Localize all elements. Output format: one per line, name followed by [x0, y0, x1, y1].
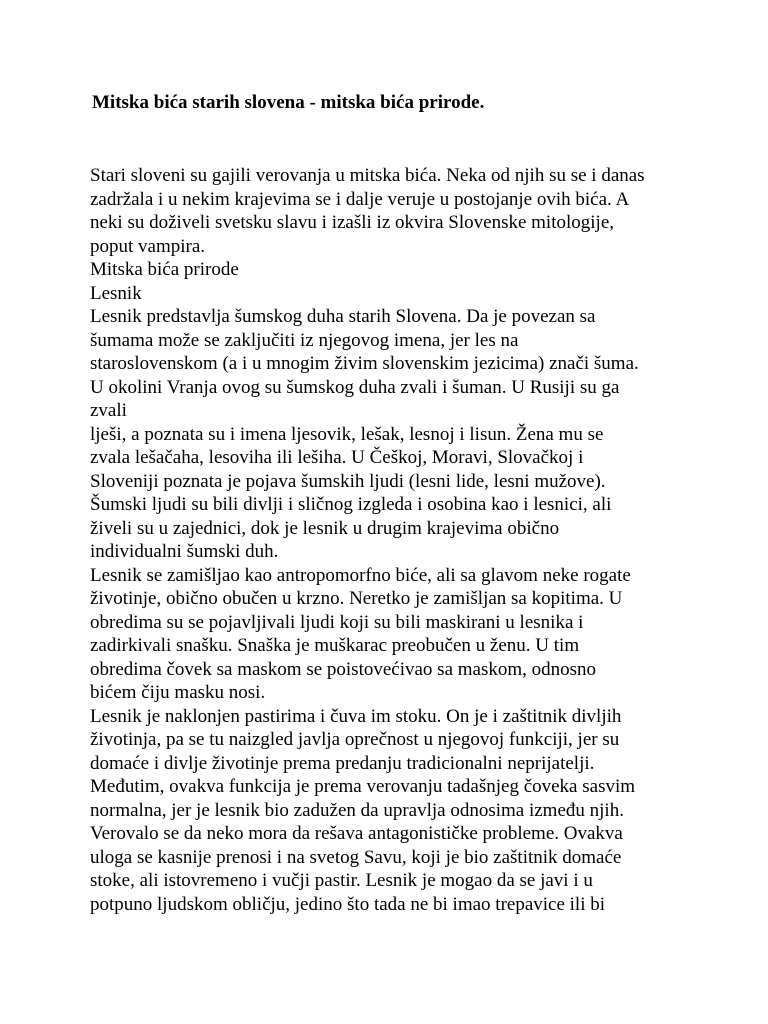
body-line: normalna, jer je lesnik bio zadužen da upravlja odnosima između njih.	[90, 799, 624, 821]
body-line: zadirkivali snašku. Snaška je muškarac preobučen u ženu. U tim	[90, 635, 580, 656]
body-line: individualni šumski duh.	[90, 541, 279, 562]
body-line: zvala lešačaha, lesoviha ili lešiha. U Češkoj, Moravi, Slovačkoj i	[90, 447, 584, 468]
body-line: životinja, pa se tu naizgled javlja oprečnost u njegovoj funkciji, jer su	[90, 729, 620, 750]
body-line: šumama može se zaključiti iz njegovog imena, jer les na	[90, 329, 519, 351]
body-line: zadržala i u nekim krajevima se i dalje veruje u postojanje ovih bića. A	[90, 188, 630, 210]
body-line: Lesnik se zamišljao kao antropomorfno biće, ali sa glavom neke rogate	[90, 564, 631, 586]
body-line: Lesnik je naklonjen pastirima i čuva im stoku. On je i zaštitnik divljih	[90, 705, 622, 727]
body-line: lješi, a poznata su i imena ljesovik, lešak, lesnoj i lisun. Žena mu se	[90, 423, 604, 445]
body-line: Verovalo se da neko mora da rešava antagonističke probleme. Ovakva	[90, 823, 623, 844]
body-line: uloga se kasnije prenosi i na svetog Savu, koji je bio zaštitnik domaće	[90, 846, 622, 868]
body-line: Stari sloveni su gajili verovanja u mitska bića. Neka od njih su se i danas	[90, 165, 645, 186]
body-line: živeli su u zajednici, dok je lesnik u drugim krajevima obično	[90, 517, 560, 539]
body-line: U okolini Vranja ovog su šumskog duha zvali i šuman. U Rusiji su ga	[90, 376, 620, 398]
body-line: Sloveniji poznata je pojava šumskih ljudi (lesni lide, lesni mužove).	[90, 470, 606, 492]
document-body	[90, 164, 750, 916]
body-line: potpuno ljudskom obličju, jedino što tada ne bi imao trepavice ili bi	[90, 893, 606, 915]
body-line: obredima čovek sa maskom se poistovećivao sa maskom, odnosno	[90, 658, 597, 680]
body-line: poput vampira.	[90, 235, 206, 257]
body-line: neki su doživeli svetsku slavu i izašli iz okvira Slovenske mitologije,	[90, 212, 615, 233]
document-title: Mitska bića starih slovena - mitska bića prirode.	[92, 92, 485, 113]
body-line: Mitska bića prirode	[90, 259, 239, 280]
body-line: staroslovenskom (a i u mnogim živim slovenskim jezicima) znači šuma.	[90, 353, 639, 374]
body-line: stoke, ali istovremeno i vučji pastir. Lesnik je mogao da se javi i u	[90, 870, 593, 891]
body-line: Šumski ljudi su bili divlji i sličnog izgleda i osobina kao i lesnici, ali	[90, 494, 612, 515]
body-line: obredima su se pojavljivali ljudi koji su bili maskirani u lesnika i	[90, 611, 584, 633]
body-line: životinje, obično obučen u krzno. Neretko je zamišljan sa kopitima. U	[90, 588, 623, 609]
body-line: domaće i divlje životinje prema predanju tradicionalni neprijatelji.	[90, 752, 595, 774]
body-line: zvali	[90, 400, 127, 421]
body-line: Lesnik predstavlja šumskog duha starih Slovena. Da je povezan sa	[90, 306, 596, 327]
body-line: Međutim, ovakva funkcija je prema verovanju tadašnjeg čoveka sasvim	[90, 776, 636, 797]
body-line: Lesnik	[90, 282, 142, 304]
body-line: bićem čiju masku nosi.	[90, 682, 266, 703]
